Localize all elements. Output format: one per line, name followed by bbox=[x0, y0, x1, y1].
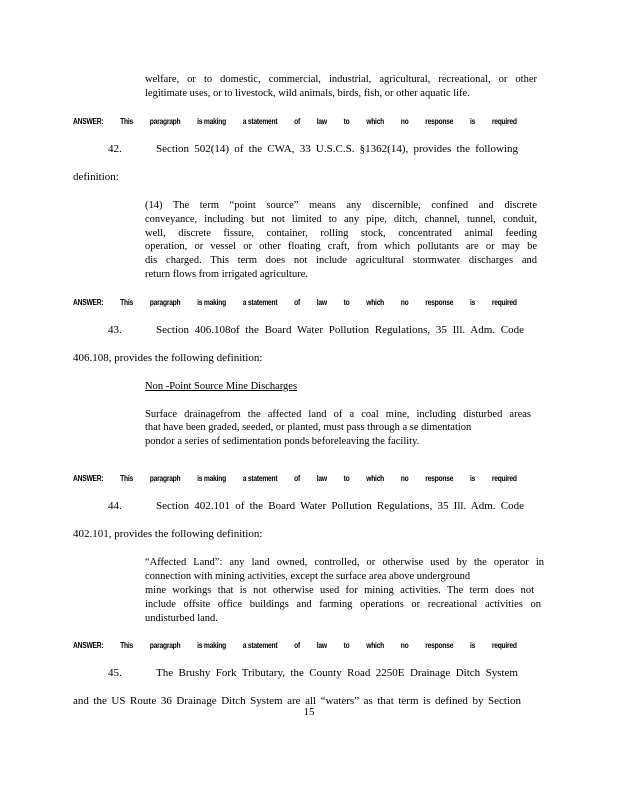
quote-line: include offsite office buildings and farming operations or recreational activities on bbox=[145, 599, 541, 610]
page-number: 15 bbox=[303, 706, 315, 718]
answer-word: of bbox=[294, 473, 301, 483]
quote-line: (14) The term “point source” means any discernible, confined and discrete bbox=[145, 200, 537, 211]
paragraph-text: Section 502(14) of the CWA, 33 U.S.C.S. §1362(14), provides the following bbox=[156, 143, 518, 155]
answer-word: which bbox=[366, 297, 385, 307]
answer-word: law bbox=[316, 116, 327, 126]
answer-word: paragraph bbox=[149, 473, 181, 483]
answer-word: is making bbox=[197, 116, 226, 126]
paragraph-number: 45. bbox=[108, 667, 122, 679]
answer-word: This bbox=[120, 297, 133, 307]
answer-word: which bbox=[366, 640, 385, 650]
paragraph-text: and the US Route 36 Drainage Ditch System are all “waters” as that term is defined by Section bbox=[73, 695, 521, 707]
answer-word: a statement bbox=[242, 116, 278, 126]
answer-word: is bbox=[469, 297, 476, 307]
answer-word: which bbox=[366, 116, 385, 126]
quote-line: conveyance, including but not limited to any pipe, ditch, channel, tunnel, conduit, bbox=[145, 214, 537, 225]
answer-word: response bbox=[425, 297, 454, 307]
quote-line: well, discrete fissure, container, rolling stock, concentrated animal feeding bbox=[145, 228, 537, 239]
answer-word: is bbox=[469, 116, 476, 126]
answer-line bbox=[73, 640, 517, 650]
answer-word: of bbox=[294, 116, 301, 126]
answer-word: This bbox=[120, 116, 133, 126]
answer-word: law bbox=[316, 297, 327, 307]
paragraph-text: Section 406.108of the Board Water Pollution Regulations, 35 Ill. Adm. Code bbox=[156, 324, 524, 336]
answer-word: response bbox=[425, 473, 454, 483]
paragraph-text: The Brushy Fork Tributary, the County Road 2250E Drainage Ditch System bbox=[156, 667, 518, 679]
answer-word: to bbox=[343, 116, 350, 126]
answer-word: no bbox=[400, 473, 409, 483]
answer-word: law bbox=[316, 473, 327, 483]
answer-label: ANSWER: bbox=[73, 473, 104, 483]
answer-word: required bbox=[491, 473, 517, 483]
quote-line: mine workings that is not otherwise used for mining activities. The term does not bbox=[145, 585, 534, 596]
answer-word: of bbox=[294, 297, 301, 307]
quote-line: operation, or vessel or other floating craft, from which pollutants are or may be bbox=[145, 241, 537, 252]
answer-word: required bbox=[491, 297, 517, 307]
answer-word: required bbox=[491, 116, 517, 126]
paragraph-number: 43. bbox=[108, 324, 122, 336]
answer-word: is making bbox=[197, 297, 226, 307]
answer-line bbox=[73, 473, 517, 483]
answer-word: This bbox=[120, 473, 133, 483]
answer-word: This bbox=[120, 640, 133, 650]
quote-line: pondor a series of sedimentation ponds beforeleaving the facility. bbox=[145, 436, 420, 447]
answer-word: no bbox=[400, 640, 409, 650]
answer-word: to bbox=[343, 297, 350, 307]
answer-word: response bbox=[425, 116, 454, 126]
quote-line: dis charged. This term does not include agricultural stormwater discharges and bbox=[145, 255, 537, 266]
quote-line: undisturbed land. bbox=[145, 613, 218, 624]
paragraph-text: definition: bbox=[73, 171, 119, 183]
quote-line: Surface drainagefrom the affected land of a coal mine, including disturbed areas bbox=[145, 409, 531, 420]
answer-word: a statement bbox=[242, 297, 278, 307]
answer-word: is bbox=[469, 473, 476, 483]
answer-word: no bbox=[400, 297, 409, 307]
answer-line bbox=[73, 297, 517, 307]
quote-line: “Affected Land”: any land owned, controlled, or otherwise used by the operator in bbox=[145, 557, 544, 568]
quote-line: legitimate uses, or to livestock, wild animals, birds, fish, or other aquatic life. bbox=[145, 88, 470, 99]
paragraph-text: 406.108, provides the following definition: bbox=[73, 352, 263, 364]
answer-word: a statement bbox=[242, 473, 278, 483]
answer-line bbox=[73, 116, 517, 126]
answer-label: ANSWER: bbox=[73, 640, 104, 650]
answer-word: a statement bbox=[242, 640, 278, 650]
answer-word: paragraph bbox=[149, 297, 181, 307]
answer-label: ANSWER: bbox=[73, 297, 104, 307]
answer-word: is bbox=[469, 640, 476, 650]
answer-word: no bbox=[400, 116, 409, 126]
answer-word: paragraph bbox=[149, 640, 181, 650]
quote-line: return flows from irrigated agriculture. bbox=[145, 269, 308, 280]
answer-word: response bbox=[425, 640, 454, 650]
answer-word: is making bbox=[197, 640, 226, 650]
answer-word: to bbox=[343, 473, 350, 483]
definition-heading: Non -Point Source Mine Discharges bbox=[145, 381, 298, 392]
paragraph-text: Section 402.101 of the Board Water Pollution Regulations, 35 Ill. Adm. Code bbox=[156, 500, 524, 512]
answer-word: paragraph bbox=[149, 116, 181, 126]
quote-line: welfare, or to domestic, commercial, industrial, agricultural, recreational, or other bbox=[145, 74, 537, 85]
answer-word: required bbox=[491, 640, 517, 650]
paragraph-number: 42. bbox=[108, 143, 122, 155]
answer-word: to bbox=[343, 640, 350, 650]
quote-line: connection with mining activities, except the surface area above underground bbox=[145, 571, 471, 582]
answer-word: of bbox=[294, 640, 301, 650]
paragraph-number: 44. bbox=[108, 500, 122, 512]
answer-word: law bbox=[316, 640, 327, 650]
answer-label: ANSWER: bbox=[73, 116, 104, 126]
answer-word: which bbox=[366, 473, 385, 483]
answer-word: is making bbox=[197, 473, 226, 483]
paragraph-text: 402.101, provides the following definition: bbox=[73, 528, 263, 540]
quote-line: that have been graded, seeded, or planted, must pass through a se dimentation bbox=[145, 422, 472, 433]
